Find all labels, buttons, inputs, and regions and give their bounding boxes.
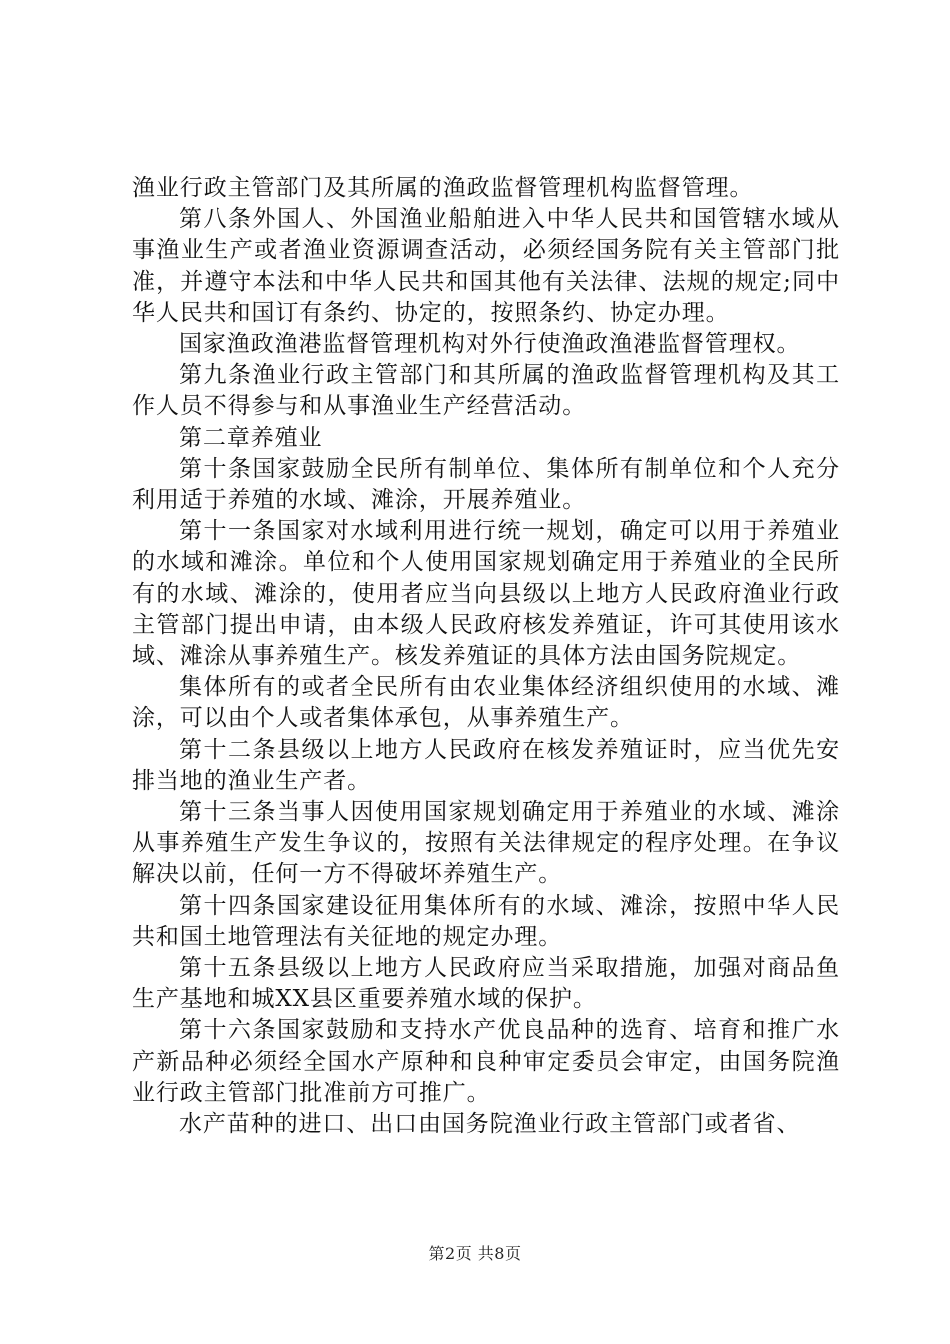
paragraph-article-15: 第十五条县级以上地方人民政府应当采取措施，加强对商品鱼生产基地和城XX县区重要养殖水域的保护。 (132, 955, 840, 1013)
paragraph-seedling-trade: 水产苗种的进口、出口由国务院渔业行政主管部门或者省、 (179, 1111, 801, 1138)
paragraph-article-14: 第十四条国家建设征用集体所有的水域、滩涂，按照中华人民共和国土地管理法有关征地的规定办理。 (132, 892, 840, 950)
paragraph-article-12: 第十二条县级以上地方人民政府在核发养殖证时，应当优先安排当地的渔业生产者。 (132, 736, 840, 794)
page-number-label: 第2页 共8页 (428, 1244, 522, 1263)
paragraph-article-13: 第十三条当事人因使用国家规划确定用于养殖业的水域、滩涂从事养殖生产发生争议的，按照有关法律规定的程序处理。在争议解决以前，任何一方不得破坏养殖生产。 (132, 799, 840, 888)
chapter-heading: 第二章养殖业 (179, 424, 323, 451)
document-body (132, 173, 840, 1140)
paragraph-article-10: 第十条国家鼓励全民所有制单位、集体所有制单位和个人充分利用适于养殖的水域、滩涂，开展养殖业。 (132, 455, 840, 514)
paragraph-collective-waters: 集体所有的或者全民所有由农业集体经济组织使用的水域、滩涂，可以由个人或者集体承包，从事养殖生产。 (132, 674, 840, 732)
paragraph-fishery-port-authority: 国家渔政渔港监督管理机构对外行使渔政渔港监督管理权。 (179, 331, 801, 358)
paragraph-article-8: 第八条外国人、外国渔业船舶进入中华人民共和国管辖水域从事渔业生产或者渔业资源调查活动，必须经国务院有关主管部门批准，并遵守本法和中华人民共和国其他有关法律、法规的规定;同中华人民共和国订有条约、协定的，按照条约、协定办理。 (132, 206, 840, 326)
paragraph-continuation: 渔业行政主管部门及其所属的渔政监督管理机构监督管理。 (132, 175, 754, 201)
paragraph-article-9: 第九条渔业行政主管部门和其所属的渔政监督管理机构及其工作人员不得参与和从事渔业生产经营活动。 (132, 362, 840, 420)
paragraph-article-11: 第十一条国家对水域利用进行统一规划，确定可以用于养殖业的水域和滩涂。单位和个人使用国家规划确定用于养殖业的全民所有的水域、滩涂的，使用者应当向县级以上地方人民政府渔业行政主管部门提出申请，由本级人民政府核发养殖证，许可其使用该水域、滩涂从事养殖生产。核发养殖证的具体方法由国务院规定。 (132, 518, 840, 670)
paragraph-article-16: 第十六条国家鼓励和支持水产优良品种的选育、培育和推广水产新品种必须经全国水产原种和良种审定委员会审定，由国务院渔业行政主管部门批准前方可推广。 (132, 1017, 840, 1106)
page-footer (0, 1241, 950, 1264)
